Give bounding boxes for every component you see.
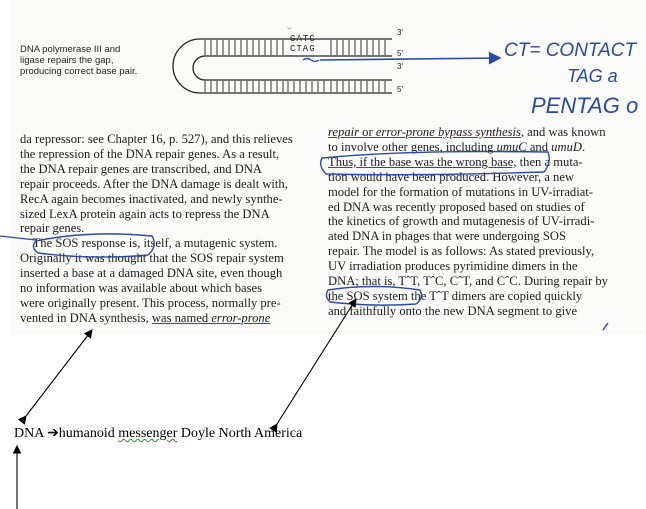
arrow-glyph: ➔ — [47, 426, 59, 441]
text-line: repair genes. — [20, 221, 85, 236]
dimer-mark-top: ⌣ — [287, 24, 292, 32]
text-line: repair proceeds. After the DNA damage is dealt with, — [20, 176, 288, 191]
text-line: RecA again becomes inactivated, and newly synthe- — [20, 191, 283, 206]
text-line: ated DNA in phages that were undergoing SOS — [328, 229, 566, 244]
footer-note: DNA ➔humanoid messenger Doyle North America — [14, 426, 303, 441]
misspelled-word: messenger — [118, 426, 178, 441]
strand-label: 5' — [397, 49, 403, 58]
handwritten-note-line2: TAG a — [567, 66, 618, 86]
caption-line: DNA polymerase III and — [20, 44, 121, 55]
left-text-column — [20, 132, 310, 326]
text-line: tion would have been produced. However, a new — [328, 169, 575, 184]
text-line: model for the formation of mutations in UV-irradiat- — [328, 184, 593, 199]
text-line: the SOS system the TˆT dimers are copied quickly — [328, 288, 583, 303]
figure-caption — [20, 44, 170, 77]
text-line: the DNA repair genes are transcribed, and DNA — [20, 161, 262, 176]
text-line: were originally present. This process, normally pre- — [20, 295, 281, 310]
text-line: Thus, if the base was the wrong base, then a muta- — [328, 154, 583, 169]
caption-line: producing correct base pair. — [20, 66, 138, 77]
arrow-dna-left — [26, 330, 92, 416]
highlighted-phrase: the SOS system — [328, 288, 408, 303]
text-line: repair or error-prone bypass synthesis, and was known — [328, 125, 606, 139]
text-line: DNA; that is, TˆT, TˆC, CˆT, and CˆC. During repair by — [328, 274, 608, 289]
handwritten-note-line1: CT= CONTACT — [504, 40, 637, 61]
text-line: and faithfully onto the new DNA segment to give — [328, 303, 578, 318]
text-line: sized LexA protein again acts to repress the DNA — [20, 206, 270, 221]
top-sequence: GATC — [290, 34, 316, 44]
text-line: vented in DNA synthesis, was named error-prone — [20, 310, 271, 325]
strand-label: 5' — [397, 85, 403, 94]
text-line: to involve other genes, including umuC and umuD. — [328, 139, 586, 154]
text-line: da repressor: see Chapter 16, p. 527), and this relieves — [20, 132, 293, 146]
text-line: ed DNA was recently proposed based on studies of — [328, 199, 585, 214]
highlighted-phrase: The SOS response — [32, 236, 126, 251]
text-line: Originally it was thought that the SOS repair system — [20, 251, 284, 266]
text-line: inserted a base at a damaged DNA site, even though — [20, 266, 283, 281]
text-line: The SOS response is, itself, a mutagenic system. — [32, 236, 278, 251]
handwritten-note-line3: PENTAG o — [531, 93, 639, 118]
text-line: repair. The model is as follows: As stated previously, — [328, 244, 595, 259]
text-line: the repression of the DNA repair genes. As a result, — [20, 146, 280, 161]
text-line: no information was available about which bases — [20, 281, 263, 296]
right-text-column — [328, 125, 618, 319]
strand-label: 3' — [397, 28, 403, 37]
text-line: UV irradiation produces pyrimidine dimers in the — [328, 259, 578, 274]
text-line: the kinetics of growth and mutagenesis of UV-irradi- — [328, 214, 595, 229]
strand-label: 3' — [397, 62, 403, 71]
underlined-phrase: Thus, if the base was the wrong base, — [328, 154, 517, 169]
underlined-phrase: was named error-prone — [151, 310, 271, 325]
bottom-sequence: CTAG — [290, 44, 316, 54]
caption-line: ligase repairs the gap, — [20, 55, 114, 66]
